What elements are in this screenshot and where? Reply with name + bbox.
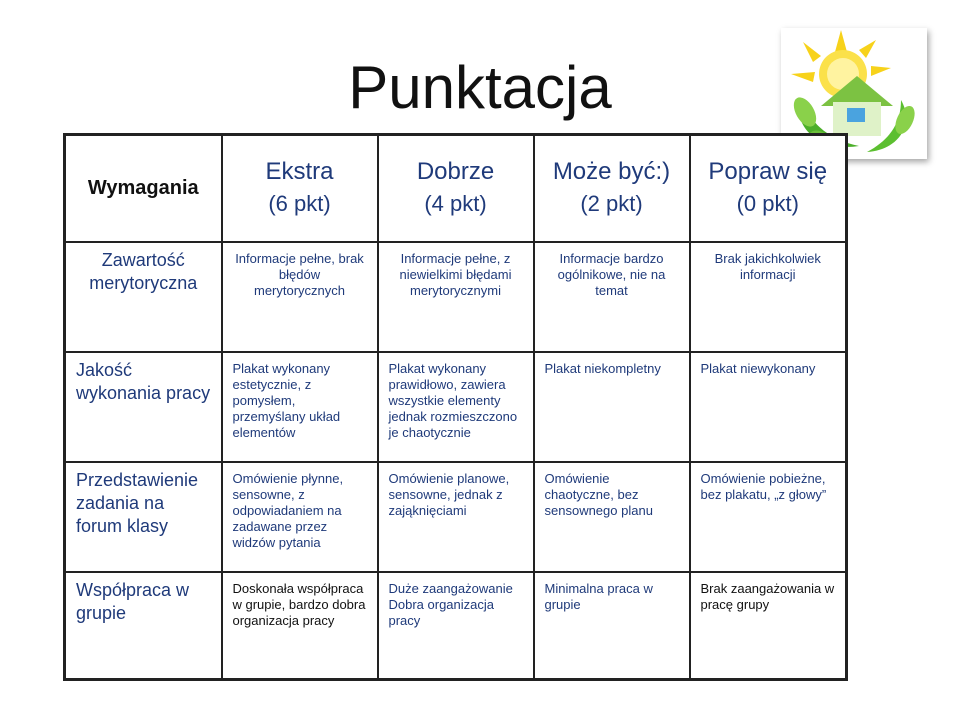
table-row [65, 242, 847, 352]
table-cell: Duże zaangażowanie Dobra organizacja pracy [378, 572, 534, 680]
table-cell: Informacje pełne, brak błędów merytorycznych [222, 242, 378, 352]
column-name: Dobrze [416, 158, 495, 186]
table-cell: Informacje pełne, z niewielkimi błędami merytorycznymi [378, 242, 534, 352]
column-name: Popraw się [708, 158, 828, 186]
table-cell: Plakat wykonany estetycznie, z pomysłem, przemyślany układ elementów [222, 352, 378, 462]
criterion-label: Jakość wykonania pracy [65, 352, 222, 462]
table-cell: Brak zaangażowania w pracę grupy [690, 572, 847, 680]
column-points: (4 pkt) [424, 191, 487, 217]
table-row [65, 462, 847, 572]
scoring-table [63, 133, 848, 681]
column-points: (0 pkt) [736, 191, 799, 217]
table-cell: Omówienie pobieżne, bez plakatu, „z głowy” [690, 462, 847, 572]
column-name: Może być:) [552, 158, 671, 186]
criterion-label: Zawartość merytoryczna [65, 242, 222, 352]
table-row [65, 352, 847, 462]
requirements-header: Wymagania [65, 135, 222, 242]
table-cell: Plakat wykonany prawidłowo, zawiera wszystkie elementy jednak rozmieszczono je chaotycznie [378, 352, 534, 462]
column-name: Ekstra [265, 158, 334, 186]
criterion-label: Przedstawienie zadania na forum klasy [65, 462, 222, 572]
table-cell: Omówienie płynne, sensowne, z odpowiadaniem na zadawane przez widzów pytania [222, 462, 378, 572]
column-header-extra [222, 135, 378, 242]
column-points: (2 pkt) [580, 191, 643, 217]
table-cell: Omówienie chaotyczne, bez sensownego planu [534, 462, 690, 572]
criterion-label: Współpraca w grupie [65, 572, 222, 680]
column-points: (6 pkt) [268, 191, 331, 217]
table-cell: Brak jakichkolwiek informacji [690, 242, 847, 352]
table-cell: Omówienie planowe, sensowne, jednak z zająknięciami [378, 462, 534, 572]
column-header-good [378, 135, 534, 242]
table-cell: Informacje bardzo ogólnikowe, nie na temat [534, 242, 690, 352]
slide-title: Punktacja [348, 54, 612, 121]
table-cell: Plakat niekompletny [534, 352, 690, 462]
table-cell: Minimalna praca w grupie [534, 572, 690, 680]
column-header-improve [690, 135, 847, 242]
table-cell: Doskonała współpraca w grupie, bardzo dobra organizacja pracy [222, 572, 378, 680]
table-cell: Plakat niewykonany [690, 352, 847, 462]
column-header-acceptable [534, 135, 690, 242]
header-row [65, 135, 847, 242]
table-row [65, 572, 847, 680]
